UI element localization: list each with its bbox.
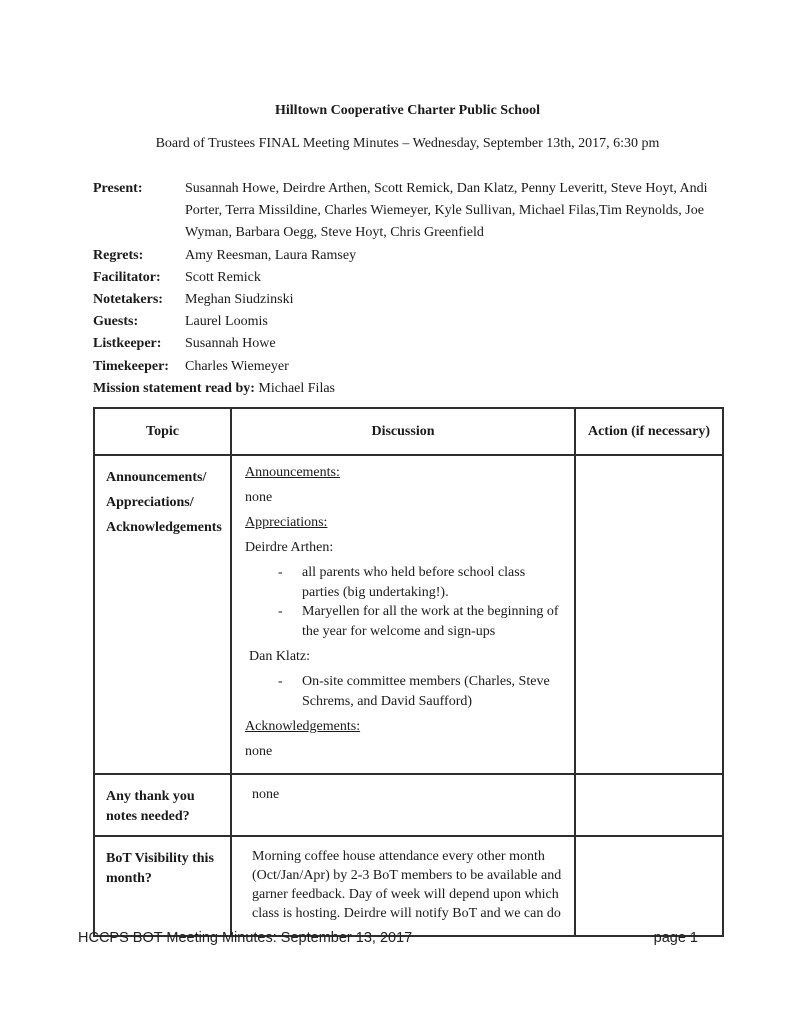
- discussion-text: none: [245, 490, 273, 506]
- meta-row-guests: [93, 311, 722, 333]
- table-row-announcements: [94, 455, 723, 774]
- meta-value-listkeeper: Susannah Howe: [185, 336, 276, 352]
- meta-value-facilitator: Scott Remick: [185, 269, 261, 285]
- topic-line: Acknowledgements: [106, 520, 222, 536]
- topic-line: Announcements/: [106, 470, 207, 486]
- table-row-thank-you-notes: [94, 774, 723, 836]
- meta-label-mission-statement: Mission statement read by:: [93, 380, 255, 396]
- meta-label-listkeeper: Listkeeper:: [93, 336, 162, 352]
- bullet-item: - all parents who held before school class parties (big undertaking!).: [278, 563, 565, 602]
- meta-value-guests: Laurel Loomis: [185, 314, 268, 330]
- discussion-text: none: [245, 744, 273, 760]
- meta-row-mission-statement: [93, 378, 722, 400]
- bullet-item: - Maryellen for all the work at the beginning of the year for welcome and sign-ups: [278, 602, 565, 641]
- action-cell-thank-you-notes: [575, 774, 723, 836]
- meta-label-regrets: Regrets:: [93, 247, 144, 263]
- discussion-cell-announcements: [231, 455, 575, 774]
- meta-value-notetakers: Meghan Siudzinski: [185, 292, 294, 308]
- topic-line: Appreciations/: [106, 495, 194, 511]
- column-header-topic: Topic: [94, 408, 231, 455]
- action-cell-bot-visibility: [575, 836, 723, 936]
- discussion-text: none: [252, 787, 280, 803]
- discussion-heading-acknowledgements: Acknowledgements:: [245, 719, 361, 735]
- meta-label-notetakers: Notetakers:: [93, 292, 163, 308]
- topic-text: BoT Visibility this month?: [106, 851, 214, 886]
- meta-label-timekeeper: Timekeeper:: [93, 358, 169, 374]
- document-subtitle: Board of Trustees FINAL Meeting Minutes – Wednesday, September 13th, 2017, 6:30 pm: [155, 136, 660, 151]
- discussion-text: Morning coffee house attendance every other month (Oct/Jan/Apr) by 2-3 BoT members to be available and garner feedback. Day of week will depend upon which class is hosting. Deirdre will notify BoT and we can do: [252, 849, 562, 922]
- discussion-heading-appreciations: Appreciations:: [245, 515, 328, 531]
- meta-value-present: Susannah Howe, Deirdre Arthen, Scott Remick, Dan Klatz, Penny Leveritt, Steve Hoyt, Andi Porter, Terra Missildine, Charles Wiemeyer, Kyle Sullivan, Michael Filas,Tim Reynolds, Joe Wyman, Barbara Oegg, Steve Hoyt, Chris Greenfield: [185, 181, 708, 241]
- meta-row-timekeeper: [93, 356, 722, 378]
- page-footer: [78, 930, 698, 946]
- action-cell-announcements: [575, 455, 723, 774]
- meta-list: [93, 178, 722, 400]
- meta-row-present: [93, 178, 722, 245]
- column-header-discussion: Discussion: [231, 408, 575, 455]
- discussion-text: Dan Klatz:: [249, 649, 311, 665]
- document-title: Hilltown Cooperative Charter Public School: [275, 103, 540, 118]
- meta-label-present: Present:: [93, 181, 143, 196]
- meta-row-facilitator: [93, 267, 722, 289]
- footer-document-label: HCCPS BOT Meeting Minutes: September 13, 2017: [78, 930, 413, 946]
- discussion-heading-announcements: Announcements:: [245, 465, 340, 481]
- topic-cell-announcements: [94, 455, 231, 774]
- meta-row-listkeeper: [93, 333, 722, 355]
- discussion-cell-thank-you-notes: [231, 774, 575, 836]
- meta-row-notetakers: [93, 289, 722, 311]
- topic-text: Any thank you notes needed?: [106, 789, 195, 824]
- meta-value-mission-statement: Michael Filas: [258, 380, 336, 396]
- bullet-list-deirdre: [245, 563, 565, 641]
- table-row-bot-visibility: [94, 836, 723, 936]
- column-header-action: Action (if necessary): [575, 408, 723, 455]
- meta-value-timekeeper: Charles Wiemeyer: [185, 358, 289, 374]
- bullet-list-dan: [245, 672, 565, 711]
- topic-cell-thank-you-notes: [94, 774, 231, 836]
- minutes-table: [93, 407, 724, 937]
- meta-row-regrets: [93, 245, 722, 267]
- meta-label-guests: Guests:: [93, 314, 139, 330]
- table-header-row: [94, 408, 723, 455]
- bullet-item: - On-site committee members (Charles, Steve Schrems, and David Saufford): [278, 672, 565, 711]
- discussion-cell-bot-visibility: [231, 836, 575, 936]
- meta-label-facilitator: Facilitator:: [93, 269, 161, 285]
- meta-value-regrets: Amy Reesman, Laura Ramsey: [185, 247, 357, 263]
- discussion-text: Deirdre Arthen:: [245, 540, 334, 556]
- topic-cell-bot-visibility: [94, 836, 231, 936]
- footer-page-number: page 1: [653, 930, 698, 946]
